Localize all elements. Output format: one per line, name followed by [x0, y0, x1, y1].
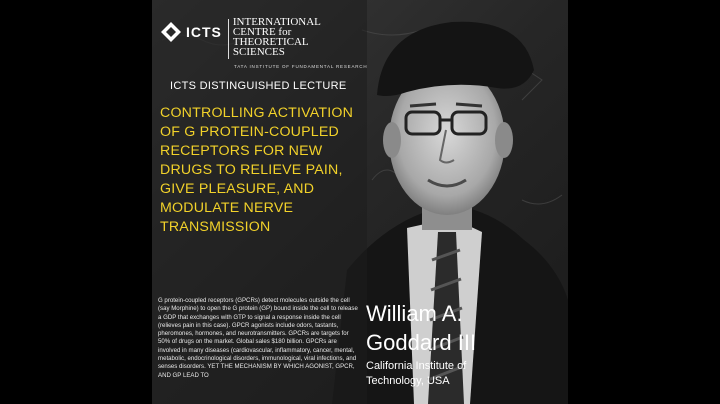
lecture-series-label: ICTS DISTINGUISHED LECTURE — [170, 80, 347, 92]
logo-abbreviation: ICTS — [186, 24, 222, 40]
lecture-poster — [152, 0, 568, 404]
icts-logo-icon — [160, 21, 182, 43]
logo-full-name — [232, 16, 321, 58]
lecture-abstract: G protein-coupled receptors (GPCRs) detect molecules outside the cell (say Morphine) to open the G protein (GP) bound inside the cell to release a GDP that exchanges with GTP to signal a response inside the cell (relieves pain in this case). GPCR agonists include odors, tastants, pheromones, hormones, and neurotransmitters. GPCRs are targets for 50% of drugs on the market. Global sales $180 billion. GPCRs are involved in many diseases (cardiovascular, inflammatory, cancer, mental, metabolic, endocrinological disorders, immunological, viral infections, and senses disorders. YET THE MECHANISM BY WHICH AGONIST, GPCR, AND GP LEAD TO — [158, 297, 358, 379]
logo-divider — [228, 19, 229, 59]
icts-logo — [160, 16, 321, 59]
logo-name-line: SCIENCES — [232, 46, 285, 58]
speaker-block — [366, 299, 516, 389]
speaker-affiliation: California Institute of Technology, USA — [366, 360, 467, 387]
lecture-title: CONTROLLING ACTIVATION OF G PROTEIN-COUPLED RECEPTORS FOR NEW DRUGS TO RELIEVE PAIN, GIVE PLEASURE, AND MODULATE NERVE TRANSMISSION — [160, 105, 354, 235]
logo-name-line: THEORETICAL — [232, 36, 309, 48]
logo-name-line: INTERNATIONAL — [232, 16, 321, 28]
speaker-name: William A. Goddard III — [366, 301, 477, 355]
logo-name-line: CENTRE for — [232, 26, 292, 38]
logo-tagline: TATA INSTITUTE OF FUNDAMENTAL RESEARCH — [234, 64, 368, 69]
